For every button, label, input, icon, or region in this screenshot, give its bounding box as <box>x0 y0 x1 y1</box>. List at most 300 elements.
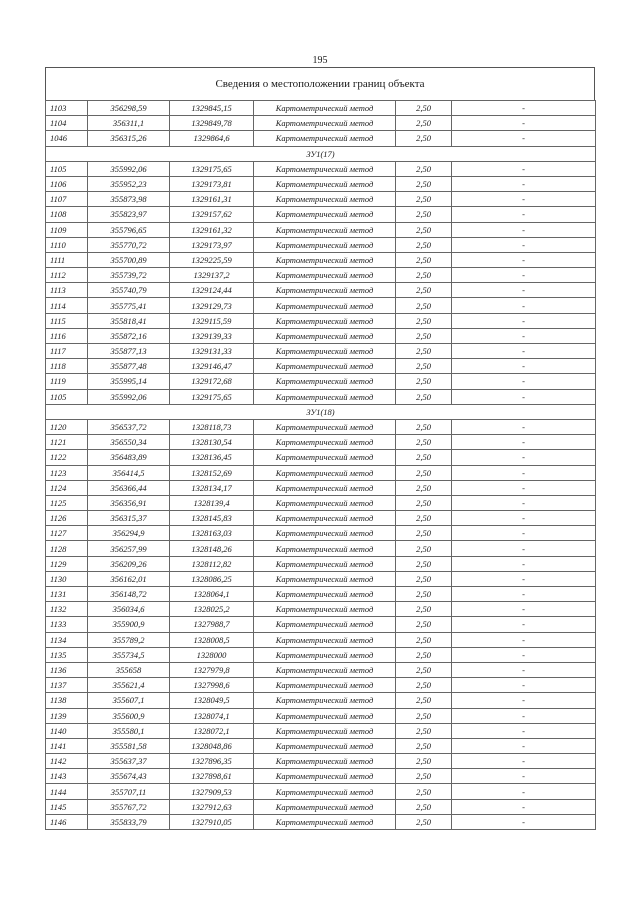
table-row <box>46 799 596 814</box>
table-row <box>46 738 596 753</box>
x-coordinate-cell: 355658 <box>88 662 170 677</box>
x-coordinate-cell: 356550,34 <box>88 435 170 450</box>
table-row <box>46 313 596 328</box>
point-id-cell: 1138 <box>46 693 88 708</box>
method-cell: Картометрический метод <box>254 176 396 191</box>
section-label: ЗУ1(17) <box>46 146 596 161</box>
y-coordinate-cell: 1327896,35 <box>170 754 254 769</box>
y-coordinate-cell: 1328049,5 <box>170 693 254 708</box>
method-cell: Картометрический метод <box>254 662 396 677</box>
accuracy-cell: 2,50 <box>396 298 452 313</box>
note-cell: - <box>452 252 596 267</box>
table-row <box>46 556 596 571</box>
method-cell: Картометрический метод <box>254 480 396 495</box>
y-coordinate-cell: 1329845,15 <box>170 101 254 116</box>
accuracy-cell: 2,50 <box>396 389 452 404</box>
point-id-cell: 1123 <box>46 465 88 480</box>
table-row <box>46 662 596 677</box>
y-coordinate-cell: 1329157,62 <box>170 207 254 222</box>
point-id-cell: 1112 <box>46 268 88 283</box>
point-id-cell: 1139 <box>46 708 88 723</box>
x-coordinate-cell: 355952,23 <box>88 176 170 191</box>
accuracy-cell: 2,50 <box>396 678 452 693</box>
coordinates-table-body <box>46 101 596 830</box>
accuracy-cell: 2,50 <box>396 556 452 571</box>
y-coordinate-cell: 1329137,2 <box>170 268 254 283</box>
table-row <box>46 328 596 343</box>
note-cell: - <box>452 268 596 283</box>
note-cell: - <box>452 435 596 450</box>
point-id-cell: 1130 <box>46 571 88 586</box>
accuracy-cell: 2,50 <box>396 192 452 207</box>
method-cell: Картометрический метод <box>254 647 396 662</box>
y-coordinate-cell: 1327998,6 <box>170 678 254 693</box>
method-cell: Картометрический метод <box>254 511 396 526</box>
point-id-cell: 1144 <box>46 784 88 799</box>
table-row <box>46 176 596 191</box>
method-cell: Картометрический метод <box>254 252 396 267</box>
note-cell: - <box>452 556 596 571</box>
note-cell: - <box>452 723 596 738</box>
table-row <box>46 814 596 829</box>
x-coordinate-cell: 355600,9 <box>88 708 170 723</box>
point-id-cell: 1109 <box>46 222 88 237</box>
accuracy-cell: 2,50 <box>396 450 452 465</box>
note-cell: - <box>452 495 596 510</box>
accuracy-cell: 2,50 <box>396 799 452 814</box>
table-row <box>46 541 596 556</box>
table-row <box>46 435 596 450</box>
point-id-cell: 1132 <box>46 602 88 617</box>
x-coordinate-cell: 355621,4 <box>88 678 170 693</box>
x-coordinate-cell: 356315,37 <box>88 511 170 526</box>
y-coordinate-cell: 1329161,32 <box>170 222 254 237</box>
y-coordinate-cell: 1327909,53 <box>170 784 254 799</box>
table-row <box>46 465 596 480</box>
method-cell: Картометрический метод <box>254 602 396 617</box>
accuracy-cell: 2,50 <box>396 769 452 784</box>
x-coordinate-cell: 356034,6 <box>88 602 170 617</box>
note-cell: - <box>452 450 596 465</box>
note-cell: - <box>452 587 596 602</box>
note-cell: - <box>452 101 596 116</box>
table-row <box>46 374 596 389</box>
x-coordinate-cell: 356294,9 <box>88 526 170 541</box>
y-coordinate-cell: 1328008,5 <box>170 632 254 647</box>
y-coordinate-cell: 1328112,82 <box>170 556 254 571</box>
method-cell: Картометрический метод <box>254 693 396 708</box>
x-coordinate-cell: 355739,72 <box>88 268 170 283</box>
note-cell: - <box>452 754 596 769</box>
method-cell: Картометрический метод <box>254 571 396 586</box>
section-row <box>46 146 596 161</box>
x-coordinate-cell: 356162,01 <box>88 571 170 586</box>
note-cell: - <box>452 511 596 526</box>
accuracy-cell: 2,50 <box>396 617 452 632</box>
note-cell: - <box>452 678 596 693</box>
x-coordinate-cell: 355833,79 <box>88 814 170 829</box>
y-coordinate-cell: 1328139,4 <box>170 495 254 510</box>
point-id-cell: 1141 <box>46 738 88 753</box>
note-cell: - <box>452 662 596 677</box>
method-cell: Картометрический метод <box>254 419 396 434</box>
table-row <box>46 359 596 374</box>
section-row <box>46 404 596 419</box>
point-id-cell: 1114 <box>46 298 88 313</box>
point-id-cell: 1120 <box>46 419 88 434</box>
table-row <box>46 298 596 313</box>
table-row <box>46 647 596 662</box>
table-row <box>46 571 596 586</box>
y-coordinate-cell: 1328025,2 <box>170 602 254 617</box>
table-row <box>46 784 596 799</box>
note-cell: - <box>452 541 596 556</box>
method-cell: Картометрический метод <box>254 526 396 541</box>
point-id-cell: 1137 <box>46 678 88 693</box>
y-coordinate-cell: 1329139,33 <box>170 328 254 343</box>
method-cell: Картометрический метод <box>254 769 396 784</box>
note-cell: - <box>452 571 596 586</box>
y-coordinate-cell: 1328148,26 <box>170 541 254 556</box>
point-id-cell: 1129 <box>46 556 88 571</box>
x-coordinate-cell: 355823,97 <box>88 207 170 222</box>
point-id-cell: 1135 <box>46 647 88 662</box>
method-cell: Картометрический метод <box>254 283 396 298</box>
method-cell: Картометрический метод <box>254 116 396 131</box>
note-cell: - <box>452 465 596 480</box>
method-cell: Картометрический метод <box>254 389 396 404</box>
point-id-cell: 1145 <box>46 799 88 814</box>
accuracy-cell: 2,50 <box>396 480 452 495</box>
method-cell: Картометрический метод <box>254 541 396 556</box>
table-row <box>46 495 596 510</box>
method-cell: Картометрический метод <box>254 799 396 814</box>
x-coordinate-cell: 356356,91 <box>88 495 170 510</box>
table-row <box>46 693 596 708</box>
x-coordinate-cell: 356537,72 <box>88 419 170 434</box>
method-cell: Картометрический метод <box>254 754 396 769</box>
x-coordinate-cell: 355767,72 <box>88 799 170 814</box>
point-id-cell: 1111 <box>46 252 88 267</box>
table-row <box>46 419 596 434</box>
y-coordinate-cell: 1329146,47 <box>170 359 254 374</box>
y-coordinate-cell: 1328130,54 <box>170 435 254 450</box>
method-cell: Картометрический метод <box>254 298 396 313</box>
table-row <box>46 116 596 131</box>
note-cell: - <box>452 799 596 814</box>
note-cell: - <box>452 693 596 708</box>
note-cell: - <box>452 328 596 343</box>
accuracy-cell: 2,50 <box>396 283 452 298</box>
accuracy-cell: 2,50 <box>396 176 452 191</box>
note-cell: - <box>452 298 596 313</box>
y-coordinate-cell: 1327979,8 <box>170 662 254 677</box>
point-id-cell: 1126 <box>46 511 88 526</box>
x-coordinate-cell: 355818,41 <box>88 313 170 328</box>
accuracy-cell: 2,50 <box>396 693 452 708</box>
y-coordinate-cell: 1329225,59 <box>170 252 254 267</box>
method-cell: Картометрический метод <box>254 465 396 480</box>
x-coordinate-cell: 356311,1 <box>88 116 170 131</box>
y-coordinate-cell: 1328086,25 <box>170 571 254 586</box>
method-cell: Картометрический метод <box>254 450 396 465</box>
x-coordinate-cell: 355872,16 <box>88 328 170 343</box>
table-row <box>46 222 596 237</box>
point-id-cell: 1108 <box>46 207 88 222</box>
table-row <box>46 344 596 359</box>
point-id-cell: 1143 <box>46 769 88 784</box>
note-cell: - <box>452 814 596 829</box>
table-row <box>46 754 596 769</box>
point-id-cell: 1107 <box>46 192 88 207</box>
accuracy-cell: 2,50 <box>396 101 452 116</box>
table-row <box>46 480 596 495</box>
method-cell: Картометрический метод <box>254 678 396 693</box>
x-coordinate-cell: 355789,2 <box>88 632 170 647</box>
note-cell: - <box>452 526 596 541</box>
x-coordinate-cell: 355580,1 <box>88 723 170 738</box>
accuracy-cell: 2,50 <box>396 374 452 389</box>
note-cell: - <box>452 617 596 632</box>
y-coordinate-cell: 1329175,65 <box>170 389 254 404</box>
accuracy-cell: 2,50 <box>396 313 452 328</box>
accuracy-cell: 2,50 <box>396 587 452 602</box>
x-coordinate-cell: 356366,44 <box>88 480 170 495</box>
y-coordinate-cell: 1329161,31 <box>170 192 254 207</box>
accuracy-cell: 2,50 <box>396 602 452 617</box>
method-cell: Картометрический метод <box>254 131 396 146</box>
x-coordinate-cell: 355707,11 <box>88 784 170 799</box>
point-id-cell: 1119 <box>46 374 88 389</box>
x-coordinate-cell: 355796,65 <box>88 222 170 237</box>
method-cell: Картометрический метод <box>254 268 396 283</box>
y-coordinate-cell: 1329124,44 <box>170 283 254 298</box>
accuracy-cell: 2,50 <box>396 526 452 541</box>
point-id-cell: 1128 <box>46 541 88 556</box>
point-id-cell: 1136 <box>46 662 88 677</box>
note-cell: - <box>452 769 596 784</box>
x-coordinate-cell: 356148,72 <box>88 587 170 602</box>
y-coordinate-cell: 1328118,73 <box>170 419 254 434</box>
point-id-cell: 1106 <box>46 176 88 191</box>
method-cell: Картометрический метод <box>254 495 396 510</box>
y-coordinate-cell: 1329175,65 <box>170 161 254 176</box>
method-cell: Картометрический метод <box>254 708 396 723</box>
accuracy-cell: 2,50 <box>396 647 452 662</box>
note-cell: - <box>452 192 596 207</box>
accuracy-cell: 2,50 <box>396 465 452 480</box>
table-row <box>46 602 596 617</box>
point-id-cell: 1134 <box>46 632 88 647</box>
table-row <box>46 101 596 116</box>
y-coordinate-cell: 1328064,1 <box>170 587 254 602</box>
note-cell: - <box>452 237 596 252</box>
y-coordinate-cell: 1328134,17 <box>170 480 254 495</box>
y-coordinate-cell: 1329115,59 <box>170 313 254 328</box>
x-coordinate-cell: 355775,41 <box>88 298 170 313</box>
note-cell: - <box>452 738 596 753</box>
method-cell: Картометрический метод <box>254 374 396 389</box>
note-cell: - <box>452 176 596 191</box>
note-cell: - <box>452 344 596 359</box>
note-cell: - <box>452 283 596 298</box>
y-coordinate-cell: 1328000 <box>170 647 254 662</box>
point-id-cell: 1105 <box>46 389 88 404</box>
table-row <box>46 192 596 207</box>
note-cell: - <box>452 131 596 146</box>
method-cell: Картометрический метод <box>254 101 396 116</box>
x-coordinate-cell: 355740,79 <box>88 283 170 298</box>
x-coordinate-cell: 355877,13 <box>88 344 170 359</box>
accuracy-cell: 2,50 <box>396 723 452 738</box>
section-label: ЗУ1(18) <box>46 404 596 419</box>
point-id-cell: 1117 <box>46 344 88 359</box>
point-id-cell: 1104 <box>46 116 88 131</box>
accuracy-cell: 2,50 <box>396 161 452 176</box>
method-cell: Картометрический метод <box>254 161 396 176</box>
method-cell: Картометрический метод <box>254 784 396 799</box>
table-row <box>46 131 596 146</box>
table-row <box>46 252 596 267</box>
point-id-cell: 1103 <box>46 101 88 116</box>
page-number: 195 <box>312 55 328 66</box>
note-cell: - <box>452 116 596 131</box>
accuracy-cell: 2,50 <box>396 784 452 799</box>
table-row <box>46 450 596 465</box>
x-coordinate-cell: 355995,14 <box>88 374 170 389</box>
y-coordinate-cell: 1329173,81 <box>170 176 254 191</box>
note-cell: - <box>452 708 596 723</box>
point-id-cell: 1105 <box>46 161 88 176</box>
note-cell: - <box>452 359 596 374</box>
y-coordinate-cell: 1329131,33 <box>170 344 254 359</box>
accuracy-cell: 2,50 <box>396 344 452 359</box>
x-coordinate-cell: 355674,43 <box>88 769 170 784</box>
table-row <box>46 268 596 283</box>
table-row <box>46 207 596 222</box>
point-id-cell: 1115 <box>46 313 88 328</box>
note-cell: - <box>452 374 596 389</box>
y-coordinate-cell: 1328048,86 <box>170 738 254 753</box>
x-coordinate-cell: 355900,9 <box>88 617 170 632</box>
accuracy-cell: 2,50 <box>396 571 452 586</box>
method-cell: Картометрический метод <box>254 207 396 222</box>
method-cell: Картометрический метод <box>254 359 396 374</box>
accuracy-cell: 2,50 <box>396 328 452 343</box>
x-coordinate-cell: 355734,5 <box>88 647 170 662</box>
table-row <box>46 769 596 784</box>
note-cell: - <box>452 207 596 222</box>
method-cell: Картометрический метод <box>254 617 396 632</box>
method-cell: Картометрический метод <box>254 814 396 829</box>
note-cell: - <box>452 389 596 404</box>
accuracy-cell: 2,50 <box>396 237 452 252</box>
boundary-table-sheet <box>45 67 595 830</box>
table-row <box>46 617 596 632</box>
table-row <box>46 632 596 647</box>
x-coordinate-cell: 355877,48 <box>88 359 170 374</box>
table-row <box>46 723 596 738</box>
x-coordinate-cell: 355873,98 <box>88 192 170 207</box>
accuracy-cell: 2,50 <box>396 541 452 556</box>
table-title: Сведения о местоположении границ объекта <box>45 67 595 100</box>
point-id-cell: 1122 <box>46 450 88 465</box>
method-cell: Картометрический метод <box>254 313 396 328</box>
note-cell: - <box>452 480 596 495</box>
y-coordinate-cell: 1328136,45 <box>170 450 254 465</box>
point-id-cell: 1131 <box>46 587 88 602</box>
table-row <box>46 283 596 298</box>
x-coordinate-cell: 356209,26 <box>88 556 170 571</box>
point-id-cell: 1113 <box>46 283 88 298</box>
x-coordinate-cell: 355992,06 <box>88 161 170 176</box>
point-id-cell: 1116 <box>46 328 88 343</box>
y-coordinate-cell: 1327988,7 <box>170 617 254 632</box>
accuracy-cell: 2,50 <box>396 252 452 267</box>
y-coordinate-cell: 1328163,03 <box>170 526 254 541</box>
accuracy-cell: 2,50 <box>396 754 452 769</box>
table-row <box>46 526 596 541</box>
table-row <box>46 237 596 252</box>
point-id-cell: 1133 <box>46 617 88 632</box>
note-cell: - <box>452 632 596 647</box>
x-coordinate-cell: 355607,1 <box>88 693 170 708</box>
y-coordinate-cell: 1329173,97 <box>170 237 254 252</box>
accuracy-cell: 2,50 <box>396 511 452 526</box>
note-cell: - <box>452 313 596 328</box>
accuracy-cell: 2,50 <box>396 495 452 510</box>
point-id-cell: 1110 <box>46 237 88 252</box>
y-coordinate-cell: 1328145,83 <box>170 511 254 526</box>
accuracy-cell: 2,50 <box>396 662 452 677</box>
point-id-cell: 1118 <box>46 359 88 374</box>
y-coordinate-cell: 1329849,78 <box>170 116 254 131</box>
method-cell: Картометрический метод <box>254 222 396 237</box>
x-coordinate-cell: 355637,37 <box>88 754 170 769</box>
accuracy-cell: 2,50 <box>396 632 452 647</box>
y-coordinate-cell: 1328072,1 <box>170 723 254 738</box>
point-id-cell: 1046 <box>46 131 88 146</box>
table-row <box>46 587 596 602</box>
y-coordinate-cell: 1329172,68 <box>170 374 254 389</box>
note-cell: - <box>452 161 596 176</box>
accuracy-cell: 2,50 <box>396 435 452 450</box>
note-cell: - <box>452 784 596 799</box>
table-row <box>46 678 596 693</box>
x-coordinate-cell: 356483,89 <box>88 450 170 465</box>
x-coordinate-cell: 356414,5 <box>88 465 170 480</box>
accuracy-cell: 2,50 <box>396 708 452 723</box>
y-coordinate-cell: 1328074,1 <box>170 708 254 723</box>
y-coordinate-cell: 1329864,6 <box>170 131 254 146</box>
point-id-cell: 1127 <box>46 526 88 541</box>
table-row <box>46 389 596 404</box>
note-cell: - <box>452 602 596 617</box>
accuracy-cell: 2,50 <box>396 268 452 283</box>
accuracy-cell: 2,50 <box>396 738 452 753</box>
point-id-cell: 1140 <box>46 723 88 738</box>
accuracy-cell: 2,50 <box>396 131 452 146</box>
point-id-cell: 1146 <box>46 814 88 829</box>
note-cell: - <box>452 222 596 237</box>
x-coordinate-cell: 355770,72 <box>88 237 170 252</box>
y-coordinate-cell: 1327910,05 <box>170 814 254 829</box>
accuracy-cell: 2,50 <box>396 207 452 222</box>
method-cell: Картометрический метод <box>254 738 396 753</box>
table-row <box>46 161 596 176</box>
accuracy-cell: 2,50 <box>396 359 452 374</box>
point-id-cell: 1125 <box>46 495 88 510</box>
